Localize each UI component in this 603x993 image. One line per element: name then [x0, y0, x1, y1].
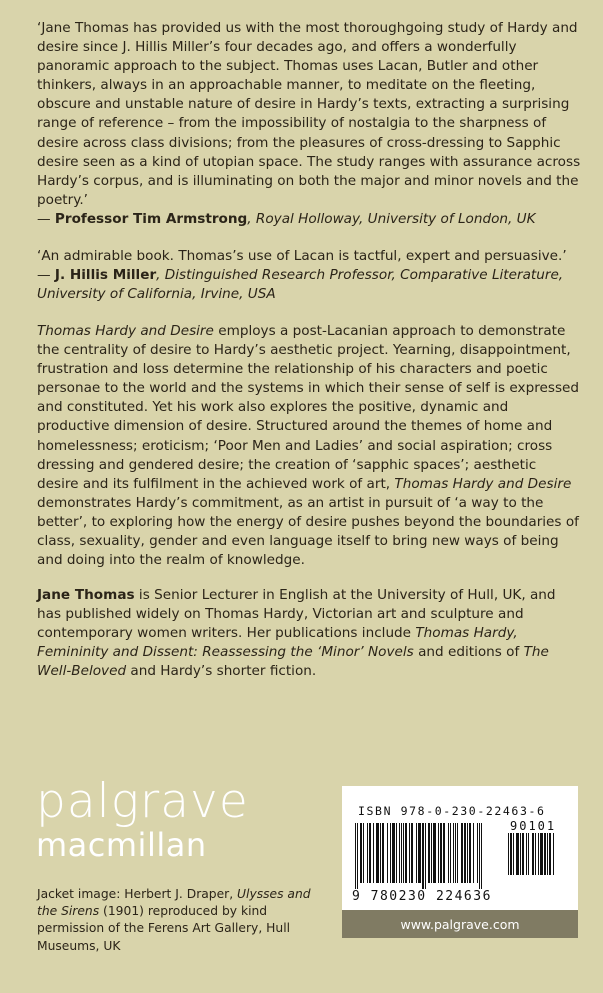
- barcode-bar: [528, 833, 529, 875]
- barcode-bar: [535, 833, 536, 875]
- barcode-bar: [464, 823, 466, 883]
- barcode-bar: [357, 823, 358, 889]
- logo-macmillan: macmillan: [36, 826, 207, 864]
- barcode: [342, 786, 578, 910]
- praise-quote-armstrong: [37, 19, 582, 229]
- barcode-bar: [422, 823, 424, 889]
- barcode-bar: [513, 833, 514, 875]
- barcode-bar: [401, 823, 402, 883]
- barcode-bar: [392, 823, 395, 883]
- barcode-bar: [540, 833, 543, 875]
- barcode-bar: [355, 823, 356, 889]
- barcode-bar: [448, 823, 449, 883]
- barcode-bar: [363, 823, 364, 883]
- barcode-bar: [473, 823, 474, 883]
- publisher-url[interactable]: www.palgrave.com: [342, 910, 578, 938]
- barcode-bar: [376, 823, 379, 883]
- barcode-bar: [440, 823, 442, 883]
- praise-attribution: — Professor Tim Armstrong, Royal Holloway, University of London, UK: [37, 210, 536, 227]
- barcode-bar: [469, 823, 471, 883]
- jacket-image-credit: Jacket image: Herbert J. Draper, Ulysses and the Sirens (1901) reproduced by kind permission of the Ferens Art Gallery, Hull Museums, UK: [37, 887, 311, 953]
- book-title: Thomas Hardy and Desire: [37, 323, 214, 339]
- barcode-bar: [526, 833, 527, 875]
- barcode-bar: [360, 823, 362, 883]
- barcode-bar: [425, 823, 426, 889]
- praise-quote-text: ‘An admirable book. Thomas’s use of Lacan is tactful, expert and persuasive.’: [37, 248, 567, 264]
- barcode-bar: [433, 823, 436, 883]
- barcode-bar: [380, 823, 381, 883]
- reviewer-name: J. Hillis Miller: [54, 267, 157, 284]
- barcode-bar: [405, 823, 407, 883]
- barcode-bar: [520, 833, 521, 875]
- barcode-bar: [508, 833, 509, 875]
- book-title: Thomas Hardy and Desire: [394, 475, 572, 492]
- praise-attribution: — J. Hillis Miller, Distinguished Research Professor, Comparative Literature, University of California, Irvine, USA: [37, 267, 564, 303]
- book-description: Thomas Hardy and Desire employs a post-Lacanian approach to demonstrate the centrality of desire to Hardy’s aesthetic project. Yearning, disappointment, frustration and loss determine the relationship of his characters and poetic personae to the world and the systems in which their sense of self is expressed and constituted. Yet his work also explores the positive, dynamic and productive dimension of desire. Structured around the themes of home and homelessness; eroticism; ‘Poor Men and Ladies’ and social aspiration; cross dressing and gendered desire; the creation of ‘sapphic spaces’; aesthetic desire and its fulfilment in the achieved work of art, Thomas Hardy and Desire demonstrates Hardy’s commitment, as an artist in pursuit of ‘a way to the better’, to exploring how the energy of desire pushes beyond the boundaries of class, sexuality, gender and even language itself to bring new ways of being and doing into the realm of knowledge.: [37, 323, 580, 569]
- barcode-bar: [461, 823, 463, 883]
- barcode-bar: [382, 823, 384, 883]
- author-name: Jane Thomas: [37, 587, 135, 603]
- barcode-bar: [390, 823, 391, 883]
- barcode-bar: [547, 833, 548, 875]
- artwork-title: Ulysses and the Sirens: [37, 887, 311, 919]
- barcode-bar: [409, 823, 410, 883]
- publisher-logo: [36, 774, 249, 864]
- barcode-bar: [479, 823, 480, 889]
- barcode-bars: [355, 823, 503, 889]
- price-code: 90101: [510, 819, 557, 833]
- barcode-bar: [538, 833, 539, 875]
- barcode-bar: [403, 823, 404, 883]
- barcode-bar: [457, 823, 458, 883]
- barcode-bar: [367, 823, 368, 883]
- barcode-bar: [396, 823, 397, 883]
- addon-barcode-bars: [508, 833, 564, 881]
- barcode-bar: [477, 823, 478, 883]
- barcode-bar: [428, 823, 430, 883]
- reviewer-name: Professor Tim Armstrong: [54, 210, 248, 227]
- barcode-bar: [516, 833, 519, 875]
- barcode-bar: [453, 823, 454, 883]
- barcode-bar: [443, 823, 445, 883]
- barcode-bar: [387, 823, 388, 883]
- barcode-bar: [467, 823, 468, 883]
- barcode-bar: [411, 823, 413, 883]
- publication-title: Thomas Hardy, Femininity and Dissent: Reassessing the ‘Minor’ Novels: [37, 625, 518, 661]
- barcode-number: 9 780230 224636: [352, 889, 492, 904]
- barcode-bar: [522, 833, 524, 875]
- praise-quote-text: ‘Jane Thomas has provided us with the most thoroughgoing study of Hardy and desire since J. Hillis Miller’s four decades ago, and offers a wonderfully panoramic approach to the subject. Thomas uses Lacan, Butler and other thinkers, always in an approachable manner, to meditate on the fleeting, obscure and unstable nature of desire in Hardy’s texts, extracting a surprising range of reference – from the impossibility of nostalgia to the sharpness of desire across class divisions; from the pleasures of cross-dressing to Sapphic desire seen as a kind of utopian space. The study ranges with assurance across Hardy’s corpus, and is illuminating on both the major and minor novels and the poetry.’: [37, 20, 581, 208]
- praise-quote-miller: [37, 247, 582, 304]
- barcode-bar: [438, 823, 439, 883]
- barcode-bar: [510, 833, 512, 875]
- reviewer-affiliation: , Distinguished Research Professor, Comparative Literature, University of California, Irvine, USA: [37, 267, 564, 303]
- barcode-bar: [450, 823, 451, 883]
- barcode-bar: [455, 823, 456, 883]
- barcode-bar: [399, 823, 400, 883]
- isbn-label: ISBN 978-0-230-22463-6: [358, 804, 546, 818]
- barcode-bar: [544, 833, 546, 875]
- barcode-bar: [481, 823, 482, 889]
- barcode-bar: [549, 833, 551, 875]
- barcode-bar: [431, 823, 432, 883]
- barcode-bar: [373, 823, 374, 883]
- publication-title: The Well-Beloved: [37, 644, 549, 680]
- author-bio: Jane Thomas is Senior Lecturer in English at the University of Hull, UK, and has published widely on Thomas Hardy, Victorian art and sculpture and contemporary women writers. Her publications include Thomas Hardy, Femininity and Dissent: Reassessing the ‘Minor’ Novels and editions of The Well-Beloved and Hardy’s shorter fiction.: [37, 587, 556, 680]
- barcode-bar: [418, 823, 421, 883]
- reviewer-affiliation: , Royal Holloway, University of London, UK: [247, 210, 536, 227]
- barcode-bar: [553, 833, 554, 875]
- barcode-bar: [532, 833, 534, 875]
- barcode-bar: [416, 823, 417, 883]
- barcode-bar: [369, 823, 371, 883]
- logo-palgrave: palgrave: [36, 774, 249, 829]
